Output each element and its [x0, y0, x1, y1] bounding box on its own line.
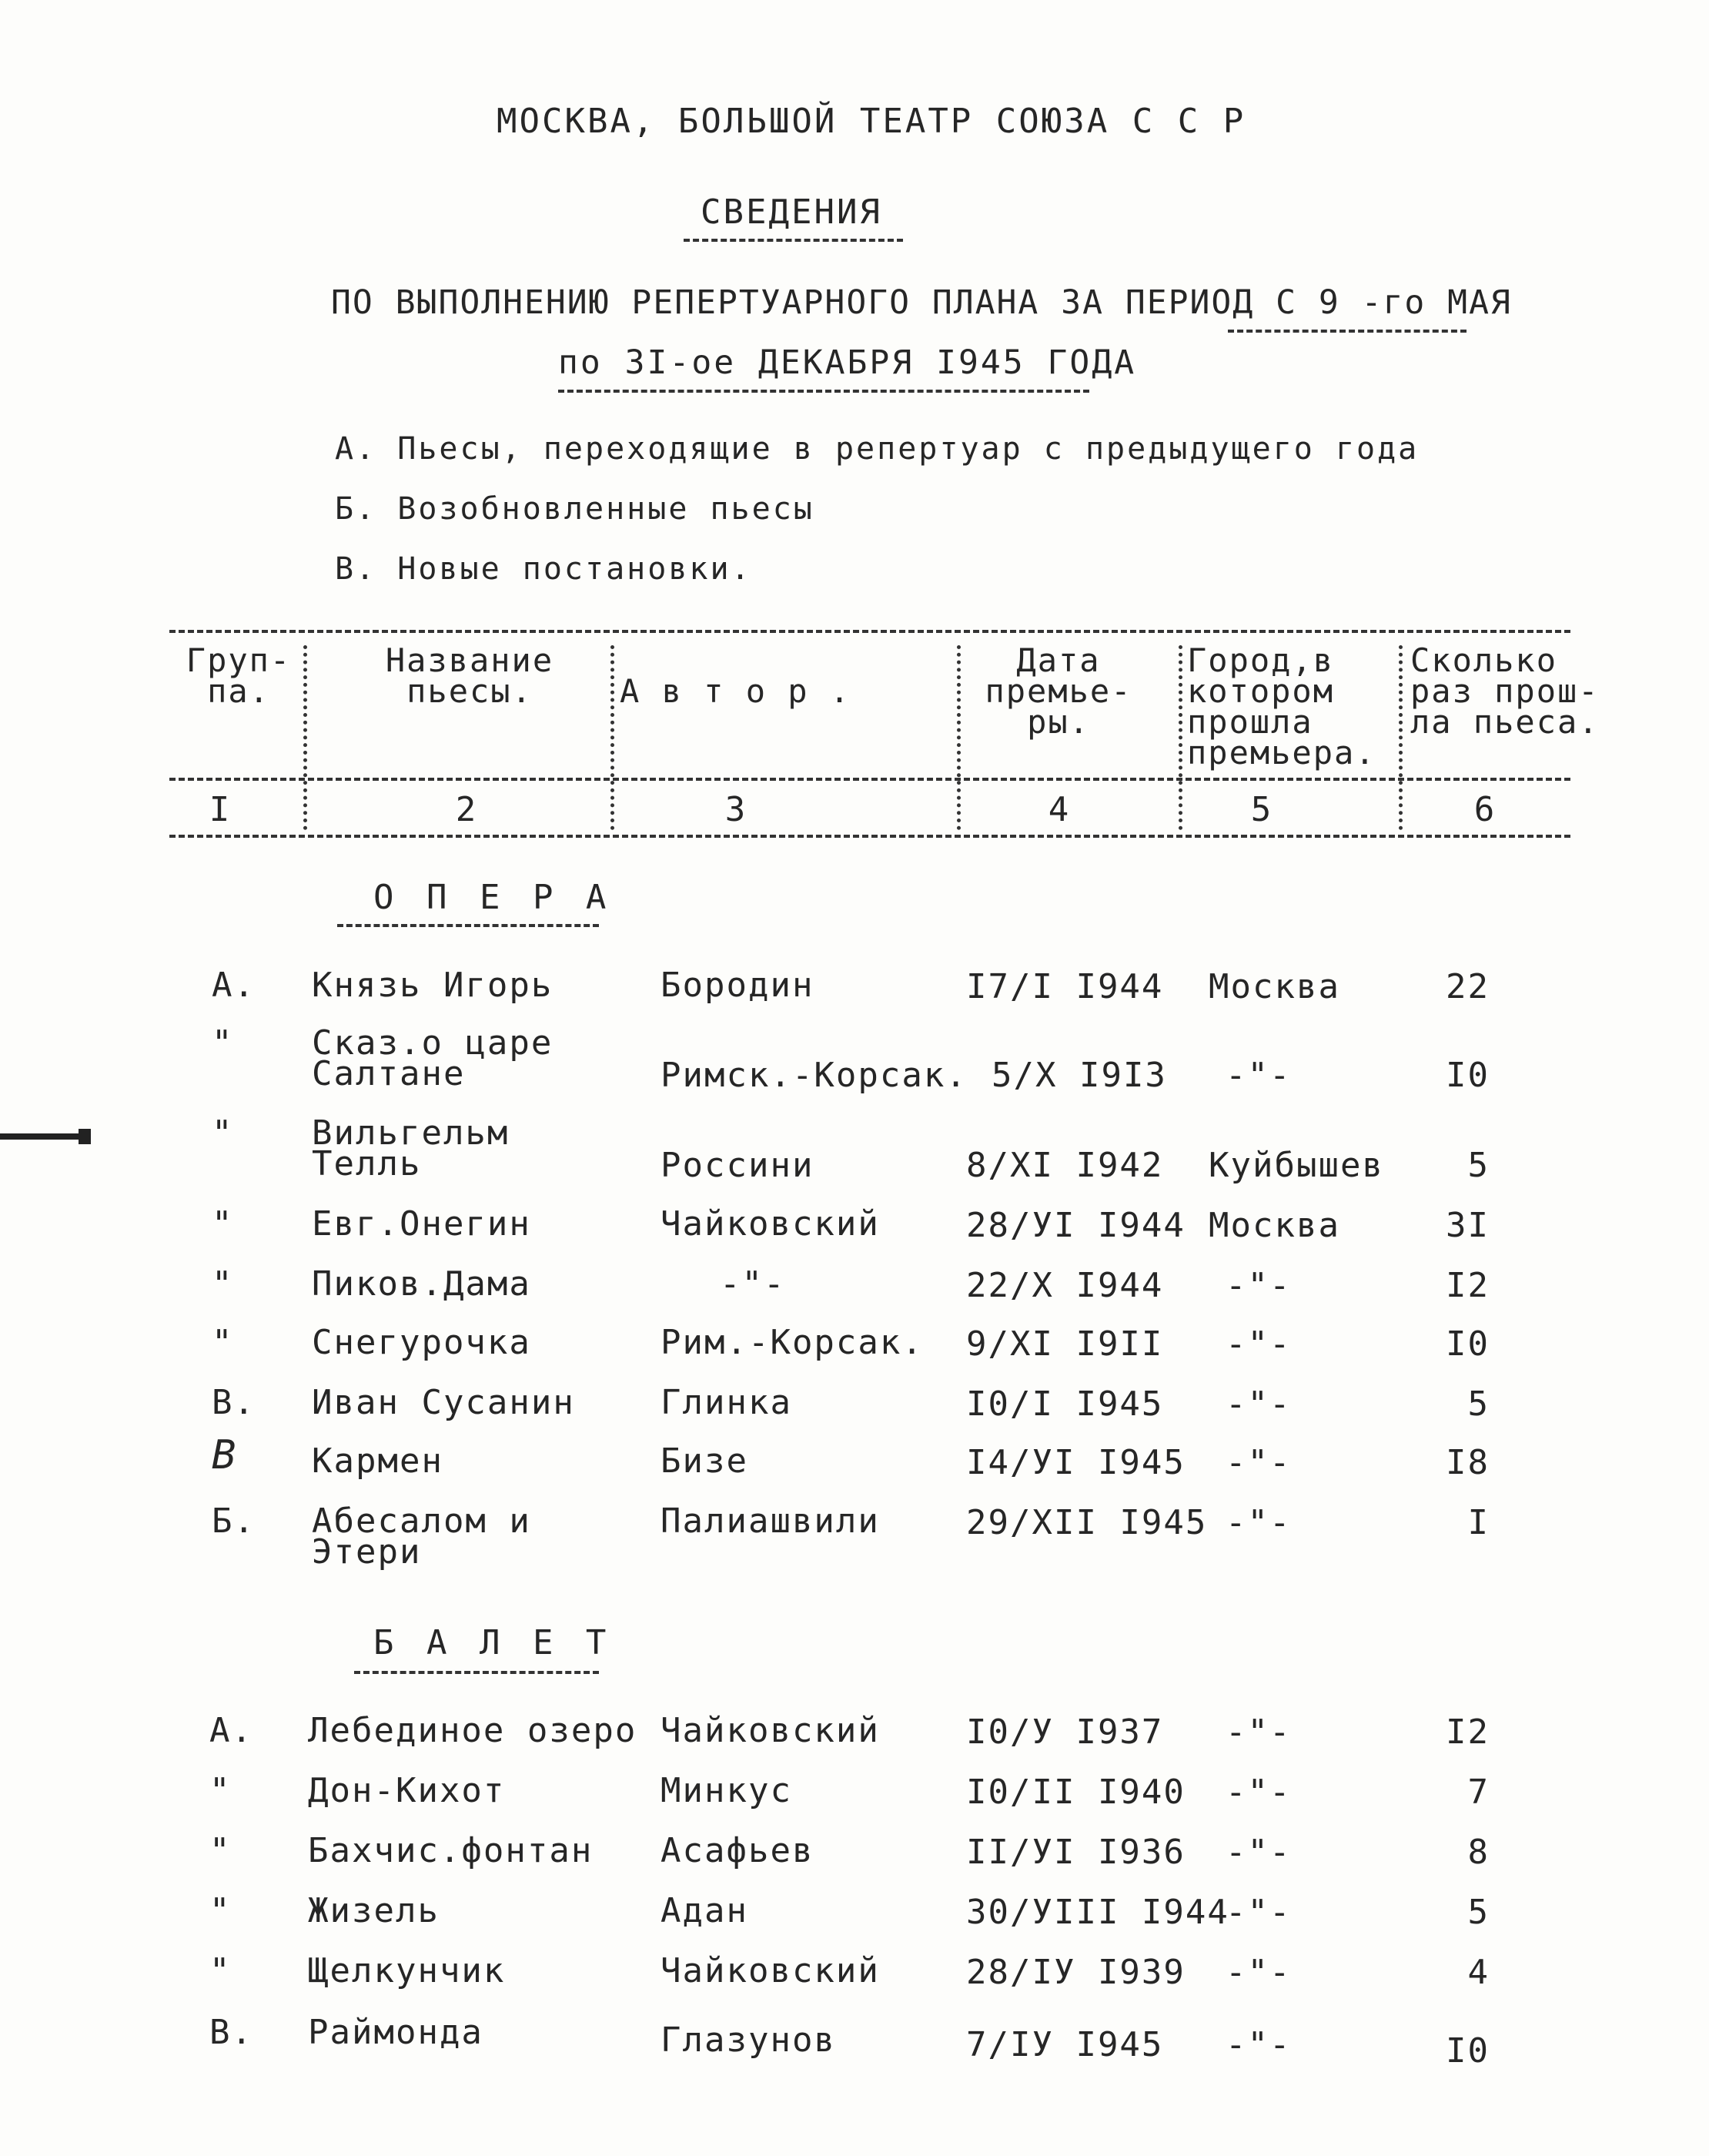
- table-row: [0, 2013, 1709, 2079]
- table-row: [0, 1432, 1709, 1492]
- row-count: I0: [1446, 2031, 1490, 2071]
- table-row: [0, 1204, 1709, 1255]
- row-group: В.: [212, 1383, 256, 1422]
- column-number-3: 3: [724, 790, 746, 829]
- row-date: I7/I I944: [966, 967, 1164, 1006]
- row-author: Бизе: [661, 1441, 748, 1481]
- row-date: 5/Х I9I3: [992, 1056, 1167, 1095]
- column-divider-5: [1399, 645, 1403, 830]
- row-count: I: [1467, 1503, 1490, 1542]
- row-group: ": [212, 1113, 234, 1153]
- row-author: Римск.-Корсак.: [661, 1056, 968, 1095]
- row-group: В.: [209, 2013, 253, 2052]
- row-city: -"-: [1226, 1056, 1292, 1095]
- table-top-rule: [169, 630, 1570, 633]
- column-divider-3: [957, 645, 961, 830]
- title-underline: [684, 239, 903, 242]
- column-number-1: I: [209, 790, 230, 829]
- row-city: Москва: [1209, 967, 1340, 1006]
- row-group: ": [209, 1891, 232, 1930]
- row-author: -"-: [720, 1264, 786, 1304]
- row-city: -"-: [1226, 1384, 1292, 1424]
- row-count: 3I: [1446, 1206, 1490, 1245]
- row-group: А.: [209, 1711, 253, 1750]
- row-title: Раймонда: [308, 2013, 483, 2052]
- row-city: -"-: [1226, 1833, 1292, 1872]
- row-city: -"-: [1226, 1953, 1292, 1992]
- row-author: Асафьев: [661, 1831, 814, 1870]
- table-row: [0, 1113, 1709, 1195]
- table-row: [0, 966, 1709, 1016]
- row-date: I0/I I945: [966, 1384, 1164, 1424]
- row-city: -"-: [1226, 1266, 1292, 1305]
- row-city: -"-: [1226, 1324, 1292, 1364]
- row-title: Иван Сусанин: [312, 1383, 575, 1422]
- row-city: -"-: [1226, 1503, 1292, 1542]
- row-author: Чайковский: [661, 1204, 880, 1244]
- row-date: II/УI I936: [966, 1833, 1186, 1872]
- row-author: Рим.-Корсак.: [661, 1323, 924, 1362]
- row-date: 22/Х I944: [966, 1266, 1164, 1305]
- row-count: 7: [1467, 1773, 1490, 1812]
- section-underline-ballet: [354, 1671, 599, 1674]
- row-date: I4/УI I945: [966, 1443, 1186, 1482]
- row-group: А.: [212, 966, 256, 1005]
- row-city: -"-: [1226, 1443, 1292, 1482]
- table-row: [0, 1383, 1709, 1434]
- row-count: 5: [1467, 1146, 1490, 1185]
- subtitle-date-underline: [1228, 330, 1467, 333]
- row-date: I0/У I937: [966, 1712, 1164, 1752]
- subtitle-line-2: по 3I-ое ДЕКАБРЯ I945 ГОДА: [558, 343, 1137, 382]
- section-heading-ballet: Б А Л Е Т: [373, 1623, 613, 1662]
- row-title: Абесалом и Этери: [312, 1502, 531, 1572]
- row-count: 5: [1467, 1384, 1490, 1424]
- row-group: ": [212, 1323, 234, 1362]
- column-divider-4: [1179, 645, 1182, 830]
- row-date: 9/ХI I9II: [966, 1324, 1164, 1364]
- column-number-6: 6: [1473, 790, 1495, 829]
- column-number-4: 4: [1048, 790, 1069, 829]
- row-title: Снегурочка: [312, 1323, 531, 1362]
- row-title: Лебединое озеро: [308, 1711, 637, 1750]
- row-author: Чайковский: [661, 1951, 880, 1990]
- row-author: Адан: [661, 1891, 748, 1930]
- row-count: I2: [1446, 1712, 1490, 1752]
- row-city: Куйбышев: [1209, 1146, 1384, 1185]
- row-title: Вильгельм Телль: [312, 1113, 510, 1183]
- row-author: Глазунов: [661, 2020, 836, 2060]
- table-row: [0, 1502, 1709, 1583]
- column-header-count: Сколько раз прош- ла пьеса.: [1410, 641, 1600, 741]
- row-date: 30/УIII I944: [966, 1893, 1229, 1932]
- legend-item-a: А. Пьесы, переходящие в репертуар с предыдущего года: [335, 431, 1420, 467]
- table-row: [0, 1891, 1709, 1942]
- row-group: ": [212, 1264, 234, 1304]
- column-divider-1: [303, 645, 307, 830]
- column-number-5: 5: [1250, 790, 1272, 829]
- legend-item-b: Б. Возобновленные пьесы: [335, 491, 814, 527]
- row-author: Минкус: [661, 1771, 792, 1810]
- table-row: [0, 1771, 1709, 1822]
- subtitle-line-1: ПО ВЫПОЛНЕНИЮ РЕПЕРТУАРНОГО ПЛАНА ЗА ПЕРИОД С 9 -го МАЯ: [331, 283, 1512, 322]
- row-author: Палиашвили: [661, 1502, 880, 1541]
- row-city: -"-: [1226, 1773, 1292, 1812]
- row-author: Бородин: [661, 966, 814, 1005]
- row-date: I0/II I940: [966, 1773, 1186, 1812]
- row-author: Глинка: [661, 1383, 792, 1422]
- row-title: Щелкунчик: [308, 1951, 506, 1990]
- row-title: Бахчис.фонтан: [308, 1831, 594, 1870]
- column-divider-2: [610, 645, 614, 830]
- header-numbers-rule: [169, 778, 1570, 781]
- row-date: 7/IУ I945: [966, 2025, 1164, 2064]
- table-header-bottom-rule: [169, 835, 1570, 838]
- row-title: Пиков.Дама: [312, 1264, 531, 1304]
- row-group: ": [209, 1771, 232, 1810]
- row-count: 22: [1446, 967, 1490, 1006]
- column-header-date: Дата премье- ры.: [985, 641, 1132, 741]
- row-date: 8/ХI I942: [966, 1146, 1164, 1185]
- row-author: Чайковский: [661, 1711, 880, 1750]
- row-title: Жизель: [308, 1891, 440, 1930]
- row-count: I0: [1446, 1056, 1490, 1095]
- row-group: ": [209, 1831, 232, 1870]
- row-title: Сказ.о царе Салтане: [312, 1023, 554, 1093]
- row-count: I0: [1446, 1324, 1490, 1364]
- row-count: 8: [1467, 1833, 1490, 1872]
- row-date: 29/ХII I945: [966, 1503, 1208, 1542]
- legend-item-c: В. Новые постановки.: [335, 551, 752, 587]
- column-header-author: А в т о р .: [620, 672, 851, 710]
- row-group: ": [209, 1951, 232, 1990]
- row-count: I2: [1446, 1266, 1490, 1305]
- row-author: Россини: [661, 1146, 814, 1185]
- column-header-group: Груп- па.: [186, 641, 292, 710]
- row-group: В: [212, 1432, 238, 1478]
- row-city: -"-: [1226, 1712, 1292, 1752]
- column-header-title: Название пьесы.: [385, 641, 554, 710]
- section-underline-opera: [337, 924, 599, 927]
- row-group: Б.: [212, 1502, 256, 1541]
- row-title: Евг.Онегин: [312, 1204, 531, 1244]
- table-row: [0, 1323, 1709, 1374]
- table-row: [0, 1711, 1709, 1762]
- row-city: -"-: [1226, 2025, 1292, 2064]
- section-heading-opera: О П Е Р А: [373, 878, 613, 917]
- table-row: [0, 1264, 1709, 1315]
- row-count: 4: [1467, 1953, 1490, 1992]
- row-title: Кармен: [312, 1441, 443, 1481]
- row-title: Князь Игорь: [312, 966, 554, 1005]
- row-group: ": [212, 1023, 234, 1063]
- table-row: [0, 1023, 1709, 1105]
- margin-mark: [0, 1133, 91, 1140]
- row-group: ": [212, 1204, 234, 1244]
- theatre-heading: МОСКВА, БОЛЬШОЙ ТЕАТР СОЮЗА С С Р: [497, 102, 1246, 141]
- document-title: СВЕДЕНИЯ: [701, 192, 882, 232]
- subtitle-line-2-underline: [558, 390, 1089, 393]
- column-number-2: 2: [455, 790, 477, 829]
- row-date: 28/IУ I939: [966, 1953, 1186, 1992]
- column-header-city: Город,в котором прошла премьера.: [1187, 641, 1376, 772]
- row-date: 28/УI I944: [966, 1206, 1186, 1245]
- table-row: [0, 1831, 1709, 1882]
- row-title: Дон-Кихот: [308, 1771, 506, 1810]
- table-row: [0, 1951, 1709, 2002]
- row-count: 5: [1467, 1893, 1490, 1932]
- row-city: -"-: [1226, 1893, 1292, 1932]
- row-city: Москва: [1209, 1206, 1340, 1245]
- row-count: I8: [1446, 1443, 1490, 1482]
